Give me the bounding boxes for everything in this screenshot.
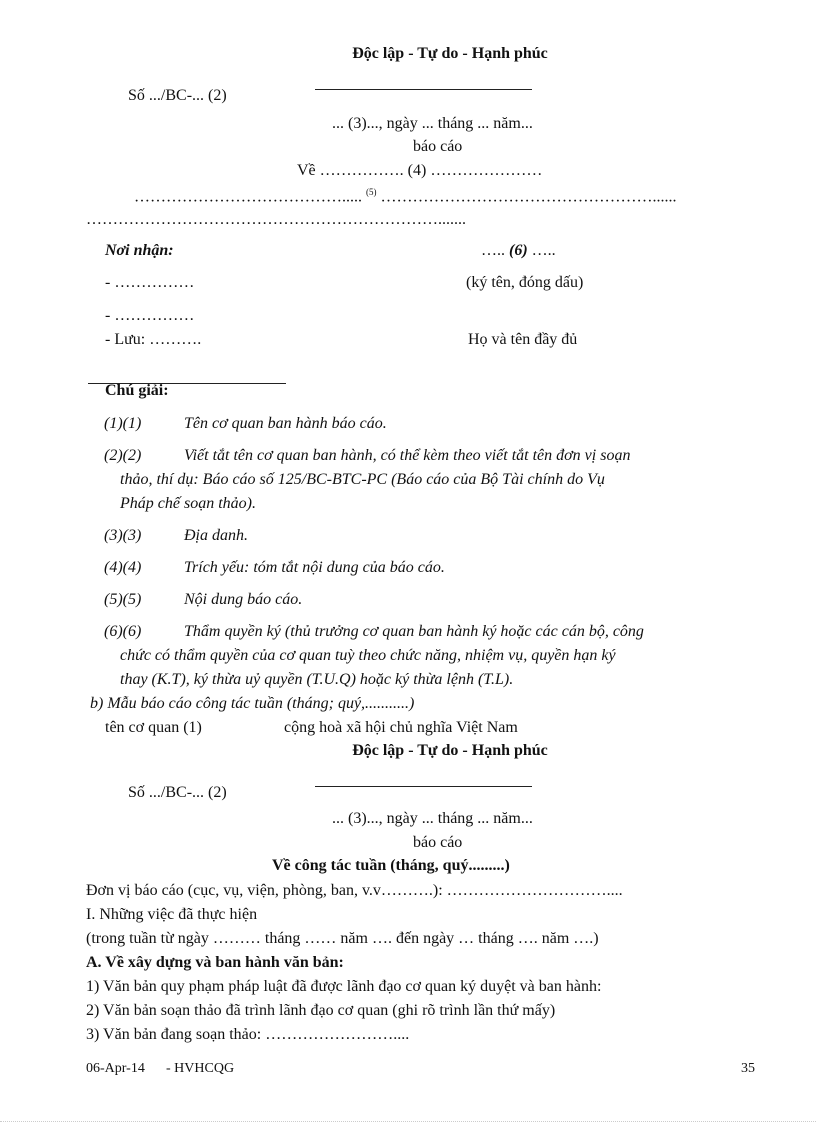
note-text: Địa danh. — [184, 527, 248, 544]
note-item — [104, 524, 760, 548]
note-item — [104, 444, 760, 516]
recipient-2: - …………… — [105, 307, 195, 324]
content-line-right: ……………………………………………...... — [380, 188, 677, 206]
report-item-1: 1) Văn bản quy phạm pháp luật đã được lãnh đạo cơ quan ký duyệt và ban hành: — [86, 978, 602, 995]
reporting-period: (trong tuần từ ngày ……… tháng …… năm …. đến ngày … tháng …. năm ….) — [86, 930, 599, 947]
weekly-subject: Về công tác tuần (tháng, quý.........) — [272, 857, 510, 874]
place-date: ... (3)..., ngày ... tháng ... năm... — [332, 115, 533, 132]
note-item — [104, 588, 760, 612]
notes-title: Chú giải: — [105, 382, 169, 399]
weekly-document-type: báo cáo — [413, 834, 463, 851]
recipients-label: Nơi nhận: — [105, 242, 174, 259]
document-subject: Về ……………. (4) ………………… — [297, 162, 543, 179]
motto-underline — [315, 89, 532, 90]
note-number: (6)(6) — [104, 623, 142, 640]
note-text: Viết tắt tên cơ quan ban hành, có thể kèm theo viết tắt tên đơn vị soạn — [184, 447, 631, 464]
signer-position-suffix: ….. — [527, 242, 556, 259]
signer-position-number: (6) — [509, 242, 528, 259]
note-text: Nội dung báo cáo. — [184, 591, 303, 608]
note-continuation: thay (K.T), ký thừa uỷ quyền (T.U.Q) hoặc ký thừa lệnh (T.L). — [120, 671, 514, 688]
note-number: (3)(3) — [104, 527, 142, 544]
weekly-motto-underline — [315, 786, 532, 787]
signer-position — [481, 242, 556, 260]
document-number: Số .../BC-... (2) — [128, 87, 227, 104]
signer-full-name: Họ và tên đầy đủ — [468, 331, 578, 348]
note-text: Tên cơ quan ban hành báo cáo. — [184, 415, 387, 432]
nation-name: cộng hoà xã hội chủ nghĩa Việt Nam — [284, 719, 518, 736]
note-item — [104, 620, 760, 692]
weekly-caption: b) Mẫu báo cáo công tác tuần (tháng; quý,...........) — [90, 695, 415, 712]
note-continuation: Pháp chế soạn thảo). — [120, 495, 256, 512]
content-marker: (5) — [366, 187, 377, 197]
weekly-document-number: Số .../BC-... (2) — [128, 784, 227, 801]
note-number: (1)(1) — [104, 415, 142, 432]
page-number: 35 — [741, 1061, 755, 1076]
content-line-1 — [134, 187, 677, 206]
weekly-place-date: ... (3)..., ngày ... tháng ... năm... — [332, 810, 533, 827]
note-number: (2)(2) — [104, 447, 142, 464]
note-item — [104, 556, 760, 580]
page-bottom-border — [0, 1121, 816, 1122]
note-number: (4)(4) — [104, 559, 142, 576]
archive-line: - Lưu: ………. — [105, 331, 202, 348]
report-item-2: 2) Văn bản soạn thảo đã trình lãnh đạo cơ quan (ghi rõ trình lần thứ mấy) — [86, 1002, 556, 1019]
section-heading: I. Những việc đã thực hiện — [86, 906, 258, 923]
note-item — [104, 412, 760, 436]
content-line-left: …………………………………..... — [134, 188, 362, 206]
subsection-heading: A. Về xây dựng và ban hành văn bản: — [86, 954, 344, 971]
note-text: Trích yếu: tóm tắt nội dung của báo cáo. — [184, 559, 445, 576]
content-line-2: …………………………………………………………....... — [86, 211, 466, 228]
note-continuation: chức có thẩm quyền của cơ quan tuỳ theo chức năng, nhiệm vụ, quyền hạn ký — [120, 647, 616, 664]
agency-name: tên cơ quan (1) — [105, 719, 202, 736]
footer-date: 06-Apr-14 — [86, 1061, 145, 1076]
signer-position-prefix: ….. — [481, 242, 509, 259]
footer-org: - HVHCQG — [166, 1061, 235, 1076]
note-text: Thẩm quyền ký (thủ trưởng cơ quan ban hành ký hoặc các cán bộ, công — [184, 623, 644, 640]
recipient-1: - …………… — [105, 274, 195, 291]
note-continuation: thảo, thí dụ: Báo cáo số 125/BC-BTC-PC (Báo cáo của Bộ Tài chính do Vụ — [120, 471, 605, 488]
note-number: (5)(5) — [104, 591, 142, 608]
weekly-motto: Độc lập - Tự do - Hạnh phúc — [352, 742, 548, 759]
sign-note: (ký tên, đóng dấu) — [466, 274, 584, 291]
reporting-unit: Đơn vị báo cáo (cục, vụ, viện, phòng, ban, v.v……….): ………………………….... — [86, 882, 623, 899]
report-item-3: 3) Văn bản đang soạn thảo: …………………….... — [86, 1026, 410, 1043]
motto: Độc lập - Tự do - Hạnh phúc — [352, 45, 548, 62]
document-type: báo cáo — [413, 138, 463, 155]
